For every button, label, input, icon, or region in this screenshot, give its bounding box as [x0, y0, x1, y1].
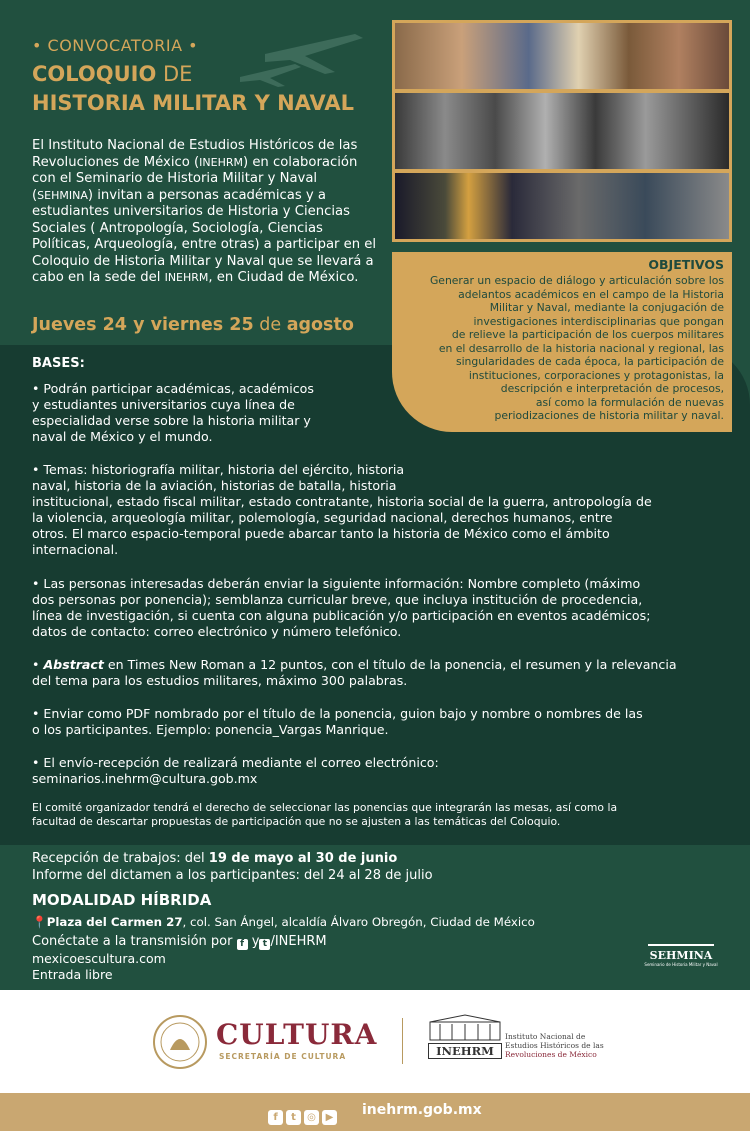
- committee-note: [32, 801, 697, 829]
- free-entry: Entrada libre: [32, 967, 113, 982]
- logo-divider: [402, 1018, 403, 1064]
- base-line: dos personas por ponencia); semblanza curricular breve, que incluya institución de procedencia,: [32, 592, 643, 607]
- cultura-subtitle: SECRETARÍA DE CULTURA: [219, 1052, 347, 1061]
- base-line: • Enviar como PDF nombrado por el título de la ponencia, guion bajo y nombre o nombres de las: [32, 706, 643, 721]
- objetivos-line: Militar y Naval, mediante la conjugación de: [489, 301, 724, 314]
- modality-title: MODALIDAD HÍBRIDA: [32, 891, 212, 909]
- base-line: naval de México y el mundo.: [32, 429, 213, 444]
- base-item-2: [32, 462, 692, 558]
- facebook-icon[interactable]: f: [237, 939, 248, 950]
- cultura-logo-text: CULTURA: [216, 1018, 378, 1051]
- mexico-seal-icon: [152, 1014, 208, 1070]
- base-item-1: [32, 381, 692, 445]
- inehrm-building-icon: [428, 1014, 502, 1042]
- base-item-5: [32, 706, 692, 738]
- intro-paragraph: El Instituto Nacional de Estudios Históricos de las Revoluciones de México (INEHRM) en colaboración con el Seminario de Historia Militar y Naval (SEHMINA) invitan a personas académicas y a estudiantes universitarios de Historia y Ciencias Sociales ( Antropología, Sociología, Ciencias Políticas, Arqueología, entre otras) a participar en el Coloquio de Historia Militar y Naval que se llevará a cabo en la sede del INEHRM, en Ciudad de México.: [32, 138, 377, 285]
- base-line: internacional.: [32, 542, 119, 557]
- title-coloquio: COLOQUIO: [32, 62, 157, 86]
- base-line: datos de contacto: correo electrónico y número telefónico.: [32, 624, 402, 639]
- objetivos-line: singularidades de cada época, la participación de: [455, 355, 724, 368]
- base-line: o los participantes. Ejemplo: ponencia_Vargas Manrique.: [32, 722, 389, 737]
- footer-social-icons: [268, 1103, 340, 1125]
- twitter-icon[interactable]: t: [286, 1110, 301, 1125]
- base-line: • El envío-recepción de realizará mediante el correo electrónico:: [32, 755, 439, 770]
- base-line: • Temas: historiografía militar, historia del ejército, historia: [32, 462, 405, 477]
- objetivos-line: investigaciones interdisciplinarias que pongan: [473, 314, 724, 328]
- footer-bar: [0, 1093, 750, 1131]
- objetivos-line: descripción e interpretación de procesos,: [500, 382, 724, 395]
- inehrm-full-name: Instituto Nacional de Estudios Históricos de las Revoluciones de México: [505, 1032, 604, 1059]
- objetivos-line: adelantos académicos en el campo de la Historia: [458, 287, 724, 301]
- reception-dates: Recepción de trabajos: del 19 de mayo al 30 de junio: [32, 851, 398, 866]
- youtube-icon[interactable]: ▶: [322, 1110, 337, 1125]
- twitter-icon[interactable]: t: [259, 939, 270, 950]
- base-line: otros. El marco espacio-temporal puede abarcar tanto la historia de México como el ámbito: [32, 526, 610, 541]
- bases-title: BASES:: [32, 356, 85, 371]
- base-line: seminarios.inehrm@cultura.gob.mx: [32, 771, 258, 786]
- convocatoria-label: • CONVOCATORIA •: [32, 36, 199, 55]
- base-line: institucional, estado fiscal militar, estado contratante, historia social de la guerra, antropología de: [32, 494, 652, 509]
- dictamen-dates: Informe del dictamen a los participantes: del 24 al 28 de julio: [32, 868, 433, 883]
- transmission-info: Conéctate a la transmisión por f y t /INEHRM: [32, 934, 327, 949]
- objetivos-line: Generar un espacio de diálogo y articulación sobre los: [429, 274, 724, 287]
- objetivos-line: en el desarrollo de la historia nacional y regional, las: [438, 341, 724, 355]
- objetivos-line: periodizaciones de historia militar y naval.: [494, 409, 724, 422]
- location-pin-icon: 📍: [32, 915, 47, 929]
- note-line: El comité organizador tendrá el derecho de seleccionar las ponencias que integrarán las mesas, así como la: [32, 801, 618, 814]
- note-line: facultad de descartar propuestas de participación que no se ajusten a las temáticas del Coloquio.: [32, 815, 561, 828]
- base-item-6: [32, 755, 692, 787]
- footer-logos: [0, 990, 750, 1093]
- inehrm-logo-text: INEHRM: [428, 1043, 502, 1059]
- fighter-jets-illustration: [235, 22, 385, 92]
- base-line: • Las personas interesadas deberán enviar la siguiente información: Nombre completo (máximo: [32, 576, 641, 591]
- title-de: DE: [156, 62, 193, 86]
- footer-url[interactable]: inehrm.gob.mx: [362, 1102, 482, 1118]
- objetivos-line: de relieve la participación de los cuerpos militares: [451, 328, 724, 341]
- base-item-4: • Abstract en Times New Roman a 12 puntos, con el título de la ponencia, el resumen y la relevancia del tema para los estudios militares, máximo 300 palabras.: [32, 657, 677, 688]
- historic-soldiers-painting: [395, 23, 729, 89]
- base-line: especialidad verse sobre la historia militar y: [32, 413, 311, 428]
- objetivos-line: así como la formulación de nuevas: [535, 395, 724, 409]
- base-line: línea de investigación, si cuenta con alguna publicación y/o participación en eventos académicos;: [32, 608, 651, 623]
- facebook-icon[interactable]: f: [268, 1110, 283, 1125]
- objetivos-title: OBJETIVOS: [648, 257, 724, 272]
- sehmina-logo: SEHMINA Seminario de Historia Militar y Naval: [644, 944, 718, 982]
- base-item-3: [32, 576, 692, 640]
- black-white-military-photo: [395, 93, 729, 169]
- base-line: • Podrán participar académicas, académicos: [32, 381, 314, 396]
- base-line: naval, historia de la aviación, historias de batalla, historia: [32, 478, 397, 493]
- website-link[interactable]: mexicoescultura.com: [32, 951, 166, 966]
- photo-collage: [392, 20, 732, 242]
- instagram-icon[interactable]: ◎: [304, 1110, 319, 1125]
- objetivos-line: instituciones, corporaciones y protagonistas, la: [468, 368, 724, 382]
- base-line: y estudiantes universitarios cuya línea de: [32, 397, 295, 412]
- title-line-1: [32, 62, 192, 86]
- modern-military-photo: [395, 173, 729, 239]
- venue-address: 📍Plaza del Carmen 27, col. San Ángel, alcaldía Álvaro Obregón, Ciudad de México: [32, 915, 535, 929]
- title-line-2: HISTORIA MILITAR Y NAVAL: [32, 91, 354, 115]
- base-line: la violencia, arqueología militar, polemología, seguridad nacional, derechos humanos, entre: [32, 510, 613, 525]
- event-date: Jueves 24 y viernes 25 de agosto: [32, 315, 354, 335]
